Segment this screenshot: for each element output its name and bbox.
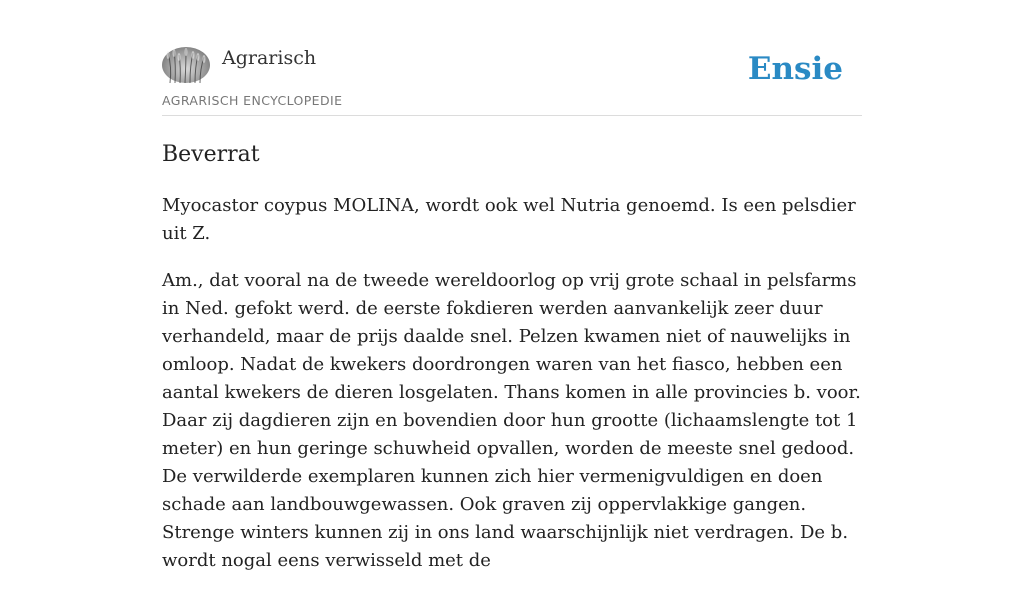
article-paragraph: Am., dat vooral na de tweede wereldoorlog op vrij grote schaal in pelsfarms in Ned. gefokt werd. de eerste fokdieren werden aanvankelijk zeer duur verhandeld, maar de prijs daalde snel. Pelzen kwamen niet of nauwelijks in omloop. Nadat de kwekers doordrongen waren van het fiasco, hebben een aantal kwekers de dieren losgelaten. Thans komen in alle provincies b. voor. Daar zij dagdieren zijn en bovendien door hun grootte (lichaamslengte tot 1 meter) en hun geringe schuwheid opvallen, worden de meeste snel gedood. De verwilderde exemplaren kunnen zich hier vermenigvuldigen en doen schade aan landbouwgewassen. Ook graven zij oppervlakkige gangen. Strenge winters kunnen zij in ons land waarschijnlijk niet verdragen. De b. wordt nogal eens verwisseld met de <box>162 270 861 571</box>
wheat-field-icon[interactable] <box>162 47 210 83</box>
source-name[interactable]: Agrarisch <box>222 47 317 69</box>
article-body <box>162 192 862 594</box>
article-title: Beverrat <box>162 142 260 167</box>
article-page <box>162 0 862 571</box>
source-subtitle[interactable]: AGRARISCH ENCYCLOPEDIE <box>162 93 343 108</box>
article-paragraph: Myocastor coypus MOLINA, wordt ook wel Nutria genoemd. Is een pelsdier uit Z. <box>162 195 856 244</box>
page-header <box>162 0 862 116</box>
ensie-logo[interactable]: Ensie <box>747 51 843 87</box>
